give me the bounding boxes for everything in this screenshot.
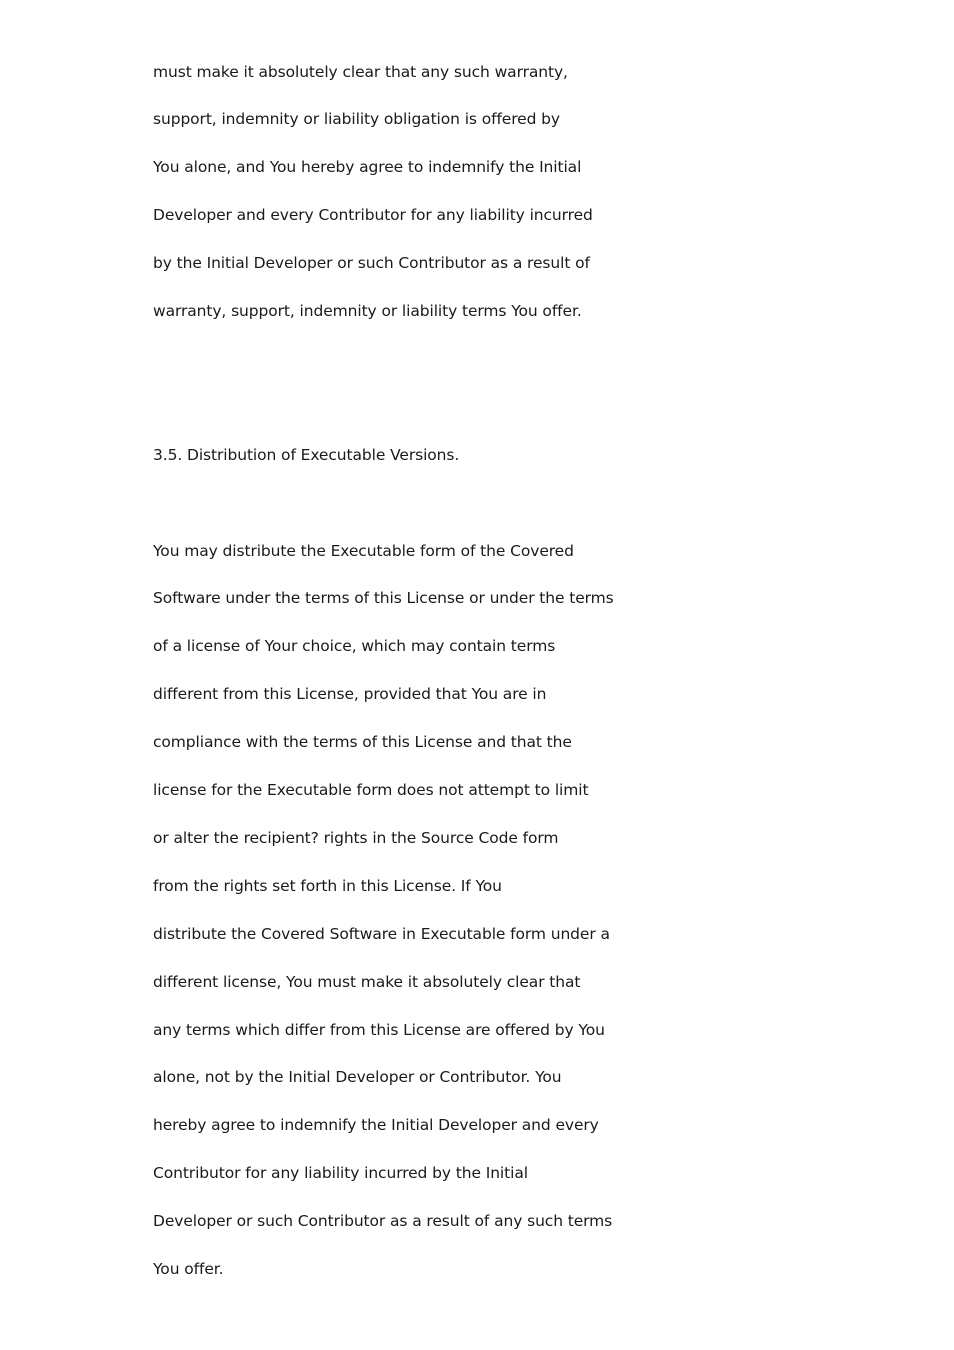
text-line: hereby agree to indemnify the Initial Developer and every: [153, 1116, 599, 1134]
text-line: You alone, and You hereby agree to indemnify the Initial: [153, 158, 582, 176]
text-line: Developer and every Contributor for any liability incurred: [153, 206, 593, 224]
text-line: from the rights set forth in this License. If You: [153, 877, 502, 895]
text-line: compliance with the terms of this License and that the: [153, 733, 572, 751]
text-line: alone, not by the Initial Developer or Contributor. You: [153, 1068, 562, 1086]
text-line: different license, You must make it absolutely clear that: [153, 973, 581, 991]
text-line: You offer.: [153, 1260, 224, 1278]
text-line: by the Initial Developer or such Contributor as a result of: [153, 254, 590, 272]
text-line: You may distribute the Executable form of the Covered: [153, 542, 574, 560]
text-line: support, indemnity or liability obligation is offered by: [153, 110, 560, 128]
text-line: license for the Executable form does not attempt to limit: [153, 781, 589, 799]
text-line: Contributor for any liability incurred by the Initial: [153, 1164, 528, 1182]
text-line: any terms which differ from this License are offered by You: [153, 1021, 605, 1039]
text-line: of a license of Your choice, which may contain terms: [153, 637, 556, 655]
text-line: Software under the terms of this License or under the terms: [153, 589, 614, 607]
text-line: or alter the recipient? rights in the Source Code form: [153, 829, 559, 847]
text-line: distribute the Covered Software in Executable form under a: [153, 925, 610, 943]
text-line: must make it absolutely clear that any such warranty,: [153, 63, 568, 81]
section-heading: 3.5. Distribution of Executable Versions.: [153, 446, 460, 464]
text-line: different from this License, provided that You are in: [153, 685, 547, 703]
text-line: warranty, support, indemnity or liability terms You offer.: [153, 302, 582, 320]
text-line: Developer or such Contributor as a result of any such terms: [153, 1212, 613, 1230]
